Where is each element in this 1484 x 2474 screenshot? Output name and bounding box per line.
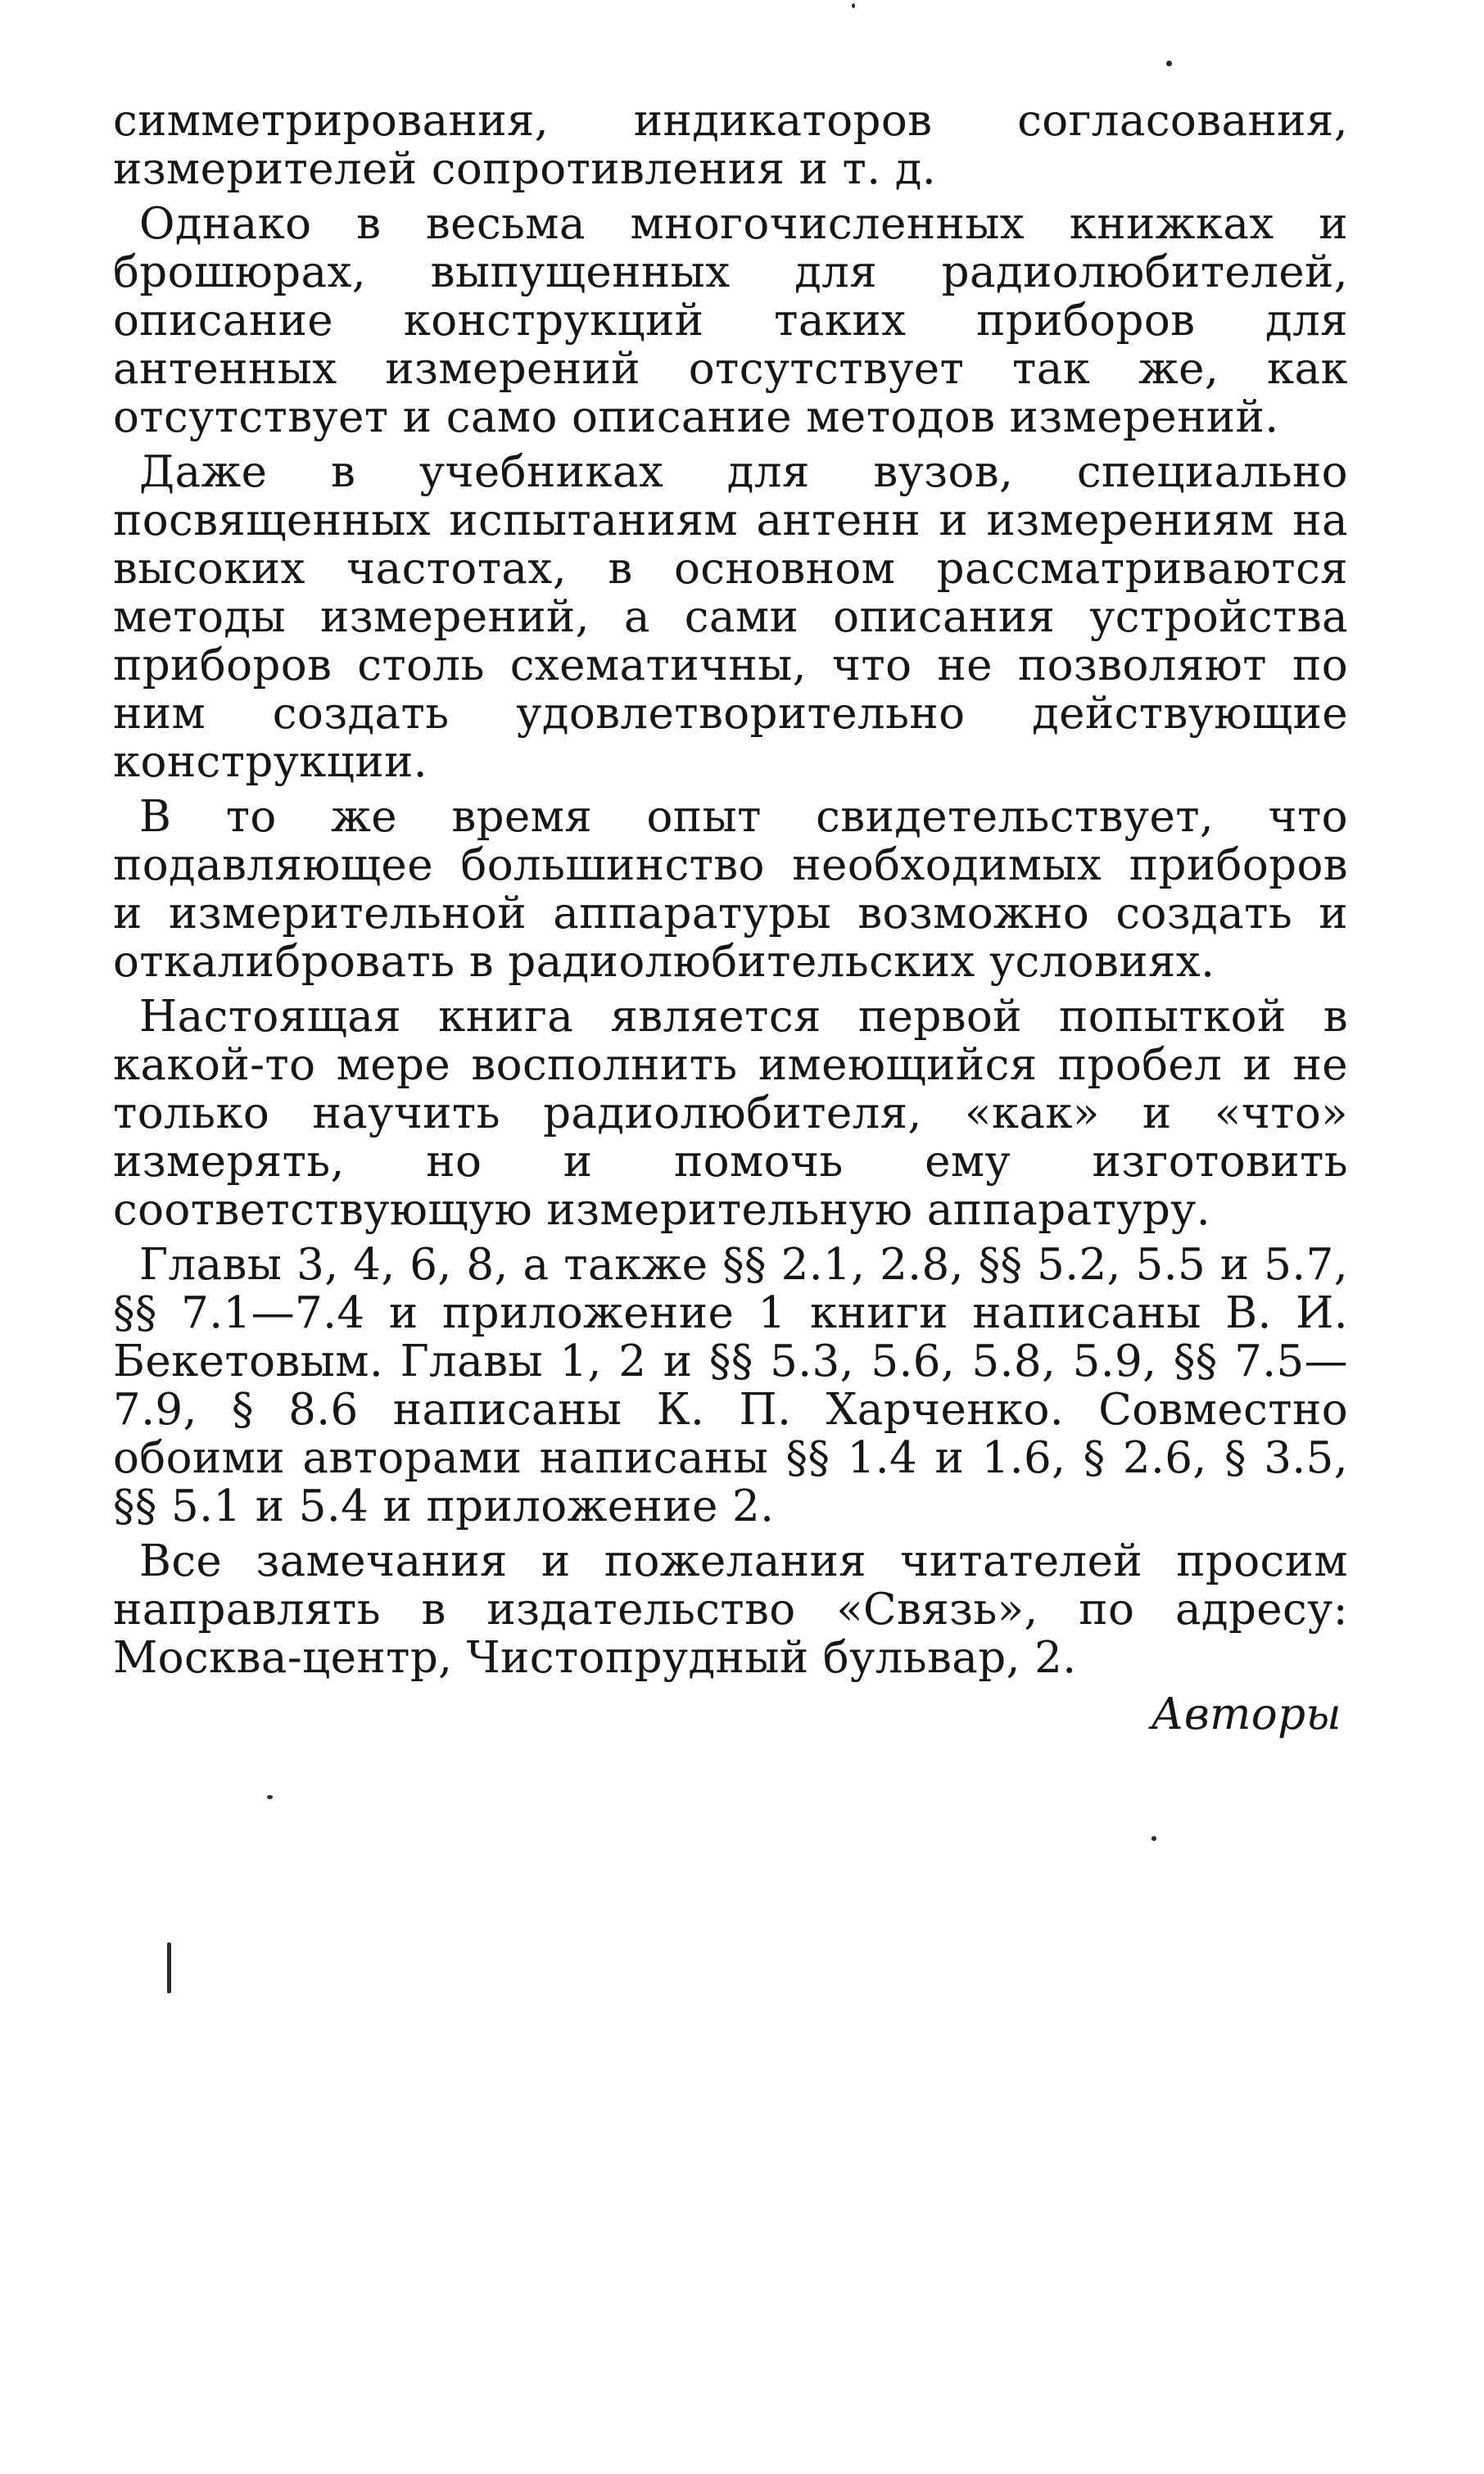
- paragraph-5: Настоящая книга является первой попыткой в какой-то мере восполнить имеющийся пробел и не только научить радиолюбителя, «как» и «что» измерять, но и помочь ему изготовить соответствующую измерительную аппаратуру.: [113, 992, 1348, 1235]
- scan-speck: [1166, 61, 1172, 66]
- scan-speck: [267, 1795, 273, 1799]
- paragraph-3: Даже в учебниках для вузов, специально посвященных испытаниям антенн и измерениям на высоких частотах, в основном рассматриваются методы измерений, а сами описания устройства приборов столь схематичны, что не позволяют по ним создать удовлетворительно действующие конструкции.: [113, 447, 1348, 787]
- paragraph-2: Однако в весьма многочисленных книжках и брошюрах, выпущенных для радиолюбителей, описание конструкций таких приборов для антенных измерений отсутствует так же, как отсутствует и само описание методов измерений.: [113, 199, 1348, 442]
- paragraph-1: симметрирования, индикаторов согласования, измерителей сопротивления и т. д.: [113, 96, 1348, 194]
- signature-authors: Авторы: [1151, 1689, 1341, 1739]
- scan-speck: [852, 3, 855, 8]
- scan-mark: [167, 1943, 171, 1993]
- paragraph-7: Все замечания и пожелания читателей просим направлять в издательство «Связь», по адресу: Москва-центр, Чистопрудный бульвар, 2.: [113, 1536, 1348, 1683]
- page-text: [113, 97, 1348, 1739]
- paragraph-4: В то же время опыт свидетельствует, что подавляющее большинство необходимых приборов и измерительной аппаратуры возможно создать и откалибровать в радиолюбительских условиях.: [113, 792, 1348, 987]
- paragraph-6: Главы 3, 4, 6, 8, а также §§ 2.1, 2.8, §§ 5.2, 5.5 и 5.7, §§ 7.1—7.4 и приложение 1 книги написаны В. И. Бекетовым. Главы 1, 2 и §§ 5.3, 5.6, 5.8, 5.9, §§ 7.5—7.9, § 8.6 написаны К. П. Харченко. Совместно обоими авторами написаны §§ 1.4 и 1.6, § 2.6, § 3.5, §§ 5.1 и 5.4 и приложение 2.: [113, 1240, 1348, 1531]
- scan-speck: [1151, 1836, 1156, 1841]
